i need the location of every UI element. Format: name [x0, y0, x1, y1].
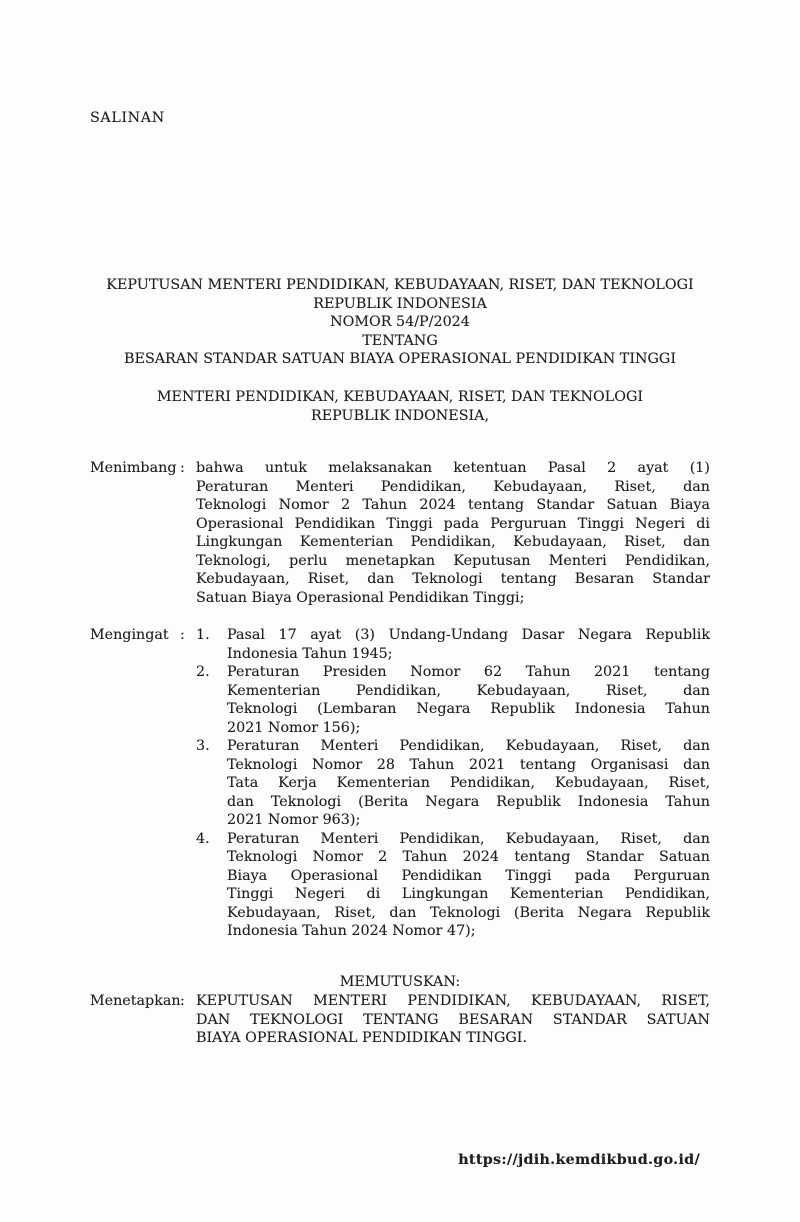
- item-number: 4.: [196, 830, 210, 847]
- paragraph-line: 2021 Nomor 156);: [227, 719, 361, 736]
- list-item: [196, 830, 710, 941]
- section-colon: :: [180, 460, 185, 476]
- paragraph-line: Teknologi (Lembaran Negara Republik Indonesia Tahun: [227, 701, 710, 717]
- menimbang-section: [90, 459, 710, 607]
- paragraph-line: 2021 Nomor 963);: [227, 812, 361, 828]
- item-text: [227, 626, 710, 663]
- paragraph-line: Teknologi Nomor 2 Tahun 2024 tentang Standar Satuan: [227, 849, 710, 865]
- list-item: [196, 626, 710, 663]
- authority-heading: [90, 388, 710, 425]
- menimbang-paragraph: [196, 459, 710, 607]
- item-number: 3.: [196, 738, 210, 754]
- footer-url: https://jdih.kemdikbud.go.id/: [458, 1152, 700, 1168]
- mengingat-list: [196, 626, 710, 941]
- title-line: TENTANG: [362, 332, 438, 349]
- item-text: [227, 830, 710, 941]
- decree-number: NOMOR 54/P/2024: [330, 314, 470, 330]
- item-number: 1.: [196, 627, 210, 643]
- section-label: Menimbang: [90, 460, 177, 476]
- item-text: [227, 663, 710, 737]
- paragraph-line: Biaya Operasional Pendidikan Tinggi pada Perguruan: [227, 867, 710, 884]
- paragraph-line: Kebudayaan, Riset, dan Teknologi (Berita Negara Republik: [227, 904, 710, 921]
- paragraph-line: Indonesia Tahun 2024 Nomor 47);: [227, 923, 476, 939]
- paragraph-line: Tata Kerja Kementerian Pendidikan, Kebudayaan, Riset,: [227, 775, 710, 791]
- list-item: [196, 663, 710, 737]
- paragraph-line: Teknologi Nomor 28 Tahun 2021 tentang Organisasi dan: [227, 756, 710, 773]
- menetapkan-section: [90, 992, 710, 1048]
- authority-line: REPUBLIK INDONESIA,: [310, 407, 490, 424]
- paragraph-line: Peraturan Menteri Pendidikan, Kebudayaan, Riset, dan: [227, 738, 710, 754]
- title-line: BESARAN STANDAR SATUAN BIAYA OPERASIONAL PENDIDIKAN TINGGI: [124, 351, 676, 367]
- paragraph-line: Peraturan Menteri Pendidikan, Kebudayaan, Riset, dan: [227, 830, 710, 847]
- paragraph-line: Kementerian Pendidikan, Kebudayaan, Riset, dan: [227, 682, 710, 699]
- paragraph-line: DAN TEKNOLOGI TENTANG BESARAN STANDAR SATUAN: [196, 1011, 710, 1028]
- authority-line: MENTERI PENDIDIKAN, KEBUDAYAAN, RISET, DAN TEKNOLOGI: [156, 389, 644, 405]
- list-item: [196, 737, 710, 830]
- paragraph-line: Indonesia Tahun 1945;: [227, 645, 393, 662]
- section-colon: :: [180, 993, 185, 1009]
- section-label: Mengingat: [90, 627, 169, 643]
- decree-title: [90, 276, 710, 369]
- paragraph-line: Tinggi Negeri di Lingkungan Kementerian Pendidikan,: [227, 886, 710, 902]
- salinan-label: SALINAN: [90, 110, 165, 126]
- paragraph-line: dan Teknologi (Berita Negara Republik Indonesia Tahun: [227, 793, 710, 810]
- paragraph-line: Peraturan Presiden Nomor 62 Tahun 2021 tentang: [227, 664, 710, 680]
- paragraph-line: KEPUTUSAN MENTERI PENDIDIKAN, KEBUDAYAAN, RISET,: [196, 993, 710, 1009]
- paragraph-line: Lingkungan Kementerian Pendidikan, Kebudayaan, Riset, dan: [196, 534, 710, 550]
- memutuskan-heading: MEMUTUSKAN:: [339, 974, 461, 990]
- section-label: Menetapkan: [90, 993, 181, 1009]
- paragraph-line: Kebudayaan, Riset, dan Teknologi tentang Besaran Standar: [196, 571, 710, 587]
- paragraph-line: BIAYA OPERASIONAL PENDIDIKAN TINGGI.: [196, 1030, 527, 1046]
- paragraph-line: Peraturan Menteri Pendidikan, Kebudayaan, Riset, dan: [196, 478, 710, 495]
- menetapkan-paragraph: [196, 992, 710, 1048]
- title-line: KEPUTUSAN MENTERI PENDIDIKAN, KEBUDAYAAN, RISET, DAN TEKNOLOGI: [106, 277, 694, 293]
- item-number: 2.: [196, 664, 210, 680]
- paragraph-line: Operasional Pendidikan Tinggi pada Perguruan Tinggi Negeri di: [196, 515, 710, 532]
- paragraph-line: Pasal 17 ayat (3) Undang-Undang Dasar Negara Republik: [227, 627, 710, 643]
- paragraph-line: bahwa untuk melaksanakan ketentuan Pasal 2 ayat (1): [196, 460, 710, 476]
- item-text: [227, 737, 710, 830]
- section-colon: :: [180, 627, 185, 643]
- paragraph-line: Satuan Biaya Operasional Pendidikan Tinggi;: [196, 589, 525, 606]
- title-line: REPUBLIK INDONESIA: [313, 295, 487, 312]
- paragraph-line: Teknologi, perlu menetapkan Keputusan Menteri Pendidikan,: [196, 552, 710, 569]
- mengingat-section: [90, 626, 710, 941]
- paragraph-line: Teknologi Nomor 2 Tahun 2024 tentang Standar Satuan Biaya: [196, 497, 710, 513]
